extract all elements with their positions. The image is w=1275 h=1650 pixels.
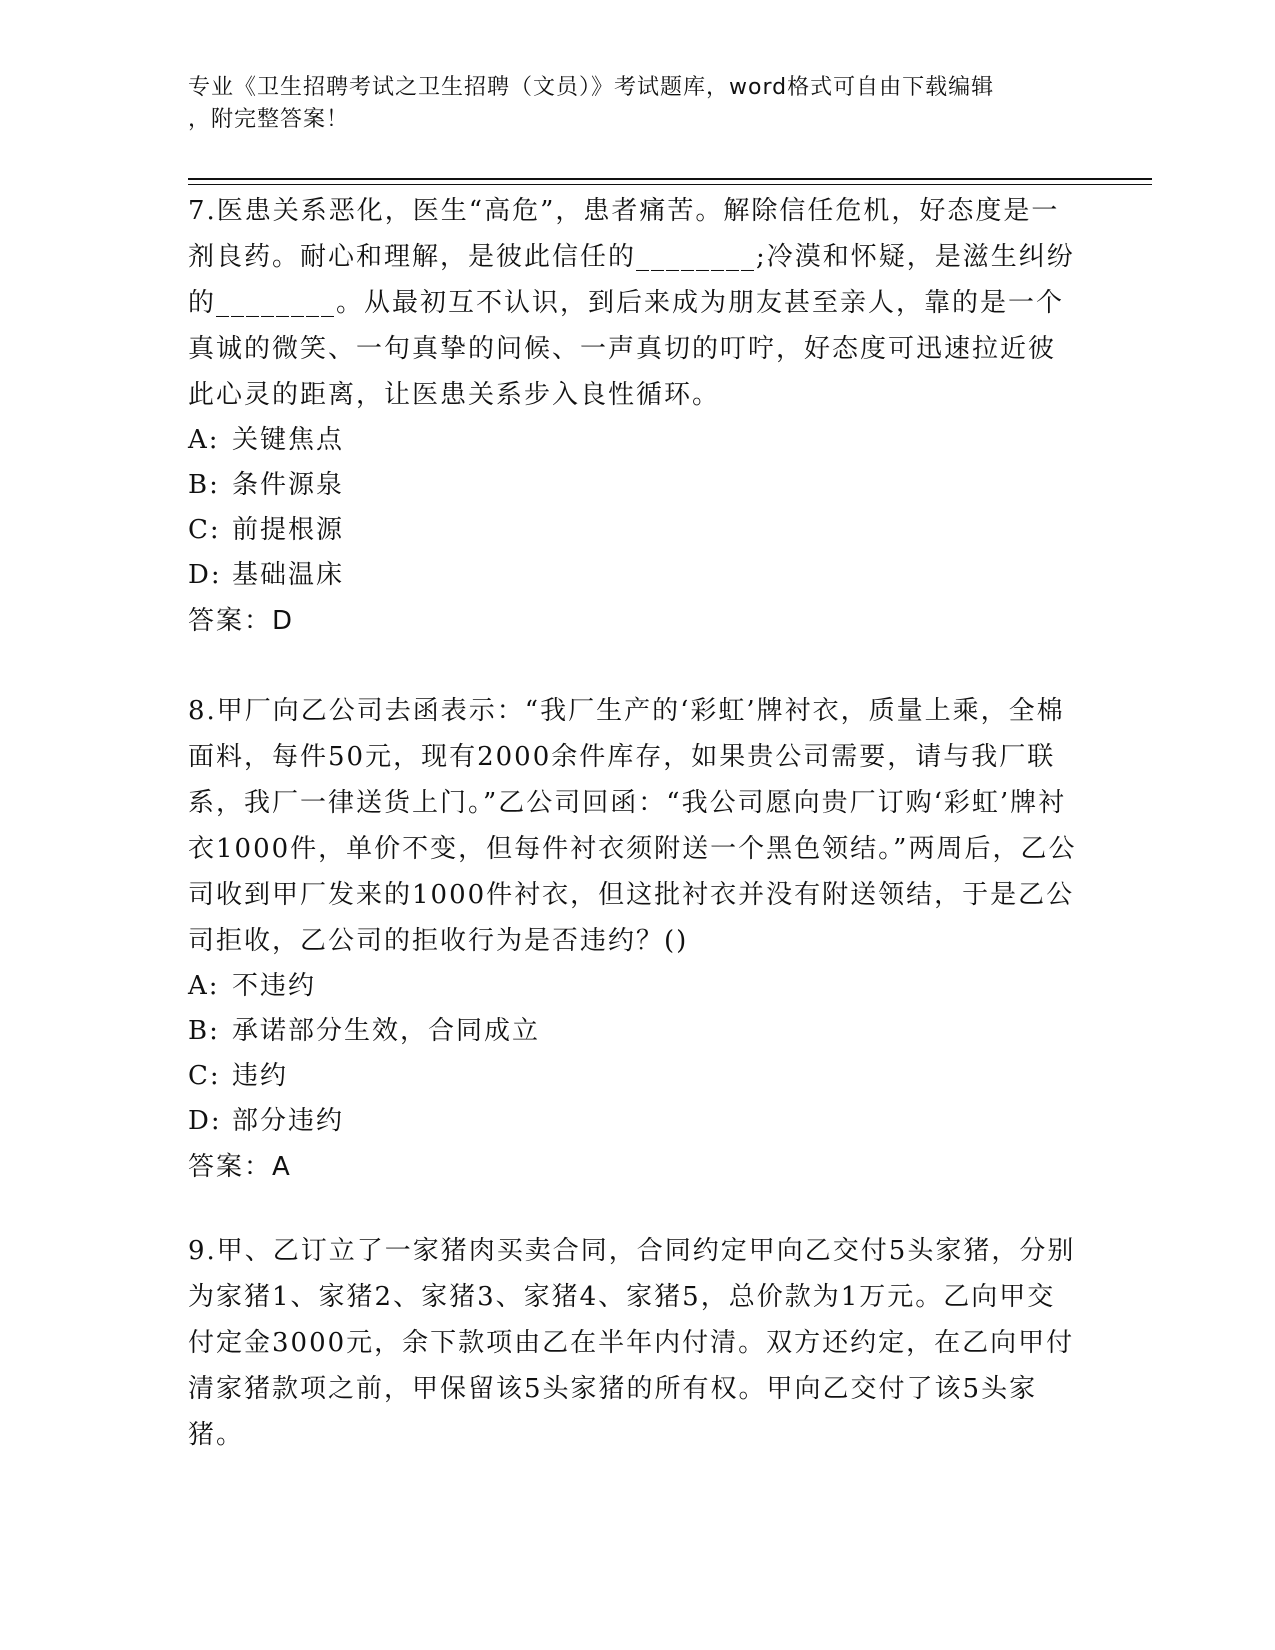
- option-key: D:: [188, 560, 222, 590]
- option-d: [188, 1099, 1078, 1144]
- option-c: [188, 508, 1078, 553]
- option-text: 违约: [232, 1061, 289, 1091]
- option-key: B:: [188, 470, 220, 500]
- header-divider-thin: [188, 184, 1152, 185]
- option-key: A:: [188, 425, 220, 455]
- header-line-1: 专业《卫生招聘考试之卫生招聘（文员）》考试题库，word格式可自由下载编辑: [188, 75, 995, 100]
- header-line-2: ，附完整答案！: [188, 107, 350, 132]
- option-key: D:: [188, 1106, 222, 1136]
- answer-label: 答案：A: [188, 1152, 292, 1182]
- option-text: 基础温床: [232, 560, 345, 590]
- option-text: 条件源泉: [232, 470, 345, 500]
- option-b: [188, 1009, 1078, 1054]
- document-header: [188, 72, 1068, 136]
- option-a: [188, 418, 1078, 463]
- option-text: 部分违约: [232, 1106, 345, 1136]
- question-stem: 8.甲厂向乙公司去函表示：“我厂生产的‘彩虹’牌衬衣，质量上乘，全棉面料，每件50元，现有2000余件库存，如果贵公司需要，请与我厂联系，我厂一律送货上门。”乙公司回函：“我公司愿向贵厂订购‘彩虹’牌衬衣1000件，单价不变，但每件衬衣须附送一个黑色领结。”两周后，乙公司收到甲厂发来的1000件衬衣，但这批衬衣并没有附送领结，于是乙公司拒收，乙公司的拒收行为是否违约？(): [188, 696, 1077, 956]
- option-c: [188, 1054, 1078, 1099]
- option-key: B:: [188, 1016, 220, 1046]
- option-b: [188, 463, 1078, 508]
- answer-label: 答案：D: [188, 606, 295, 636]
- option-key: A:: [188, 971, 220, 1001]
- header-divider-thick: [188, 178, 1152, 180]
- question-stem: 7.医患关系恶化，医生“高危”，患者痛苦。解除信任危机，好态度是一剂良药。耐心和理解，是彼此信任的________;冷漠和怀疑，是滋生纠纷的________。从最初互不认识，到后来成为朋友甚至亲人，靠的是一个真诚的微笑、一句真挚的问候、一声真切的叮咛，好态度可迅速拉近彼此心灵的距离，让医患关系步入良性循环。: [188, 196, 1075, 410]
- option-key: C:: [188, 1061, 221, 1091]
- question-8: [188, 688, 1078, 1190]
- option-key: C:: [188, 515, 221, 545]
- option-text: 不违约: [232, 971, 317, 1001]
- option-a: [188, 964, 1078, 1009]
- question-7: [188, 188, 1078, 644]
- option-text: 前提根源: [232, 515, 345, 545]
- option-text: 关键焦点: [232, 425, 345, 455]
- option-d: [188, 553, 1078, 598]
- question-9: [188, 1228, 1078, 1458]
- question-stem: 9.甲、乙订立了一家猪肉买卖合同，合同约定甲向乙交付5头家猪，分别为家猪1、家猪2、家猪3、家猪4、家猪5，总价款为1万元。乙向甲交付定金3000元，余下款项由乙在半年内付清。双方还约定，在乙向甲付清家猪款项之前，甲保留该5头家猪的所有权。甲向乙交付了该5头家猪。: [188, 1236, 1076, 1450]
- option-text: 承诺部分生效，合同成立: [232, 1016, 541, 1046]
